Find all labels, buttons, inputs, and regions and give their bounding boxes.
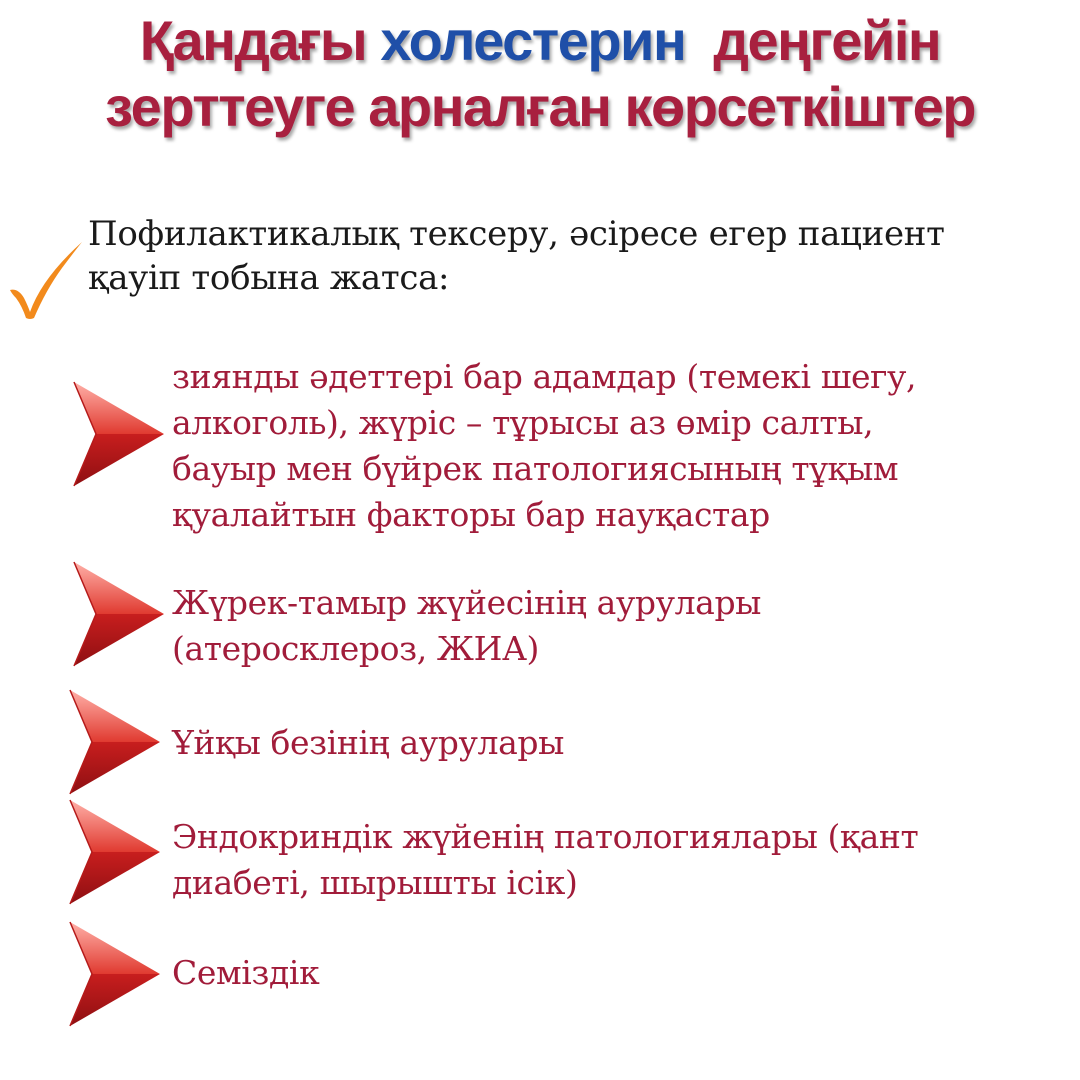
title-line-2: зерттеуге арналған көрсеткіштер: [105, 75, 975, 138]
intro-line: Пофилактикалық тексеру, әсіресе егер пациент: [88, 214, 945, 254]
list-item-line: Семіздік: [172, 953, 320, 992]
title-text: Қандағы: [139, 9, 381, 72]
red-arrow-icon: [66, 558, 166, 670]
red-arrow-icon: [62, 918, 162, 1030]
list-item-text: [172, 814, 1072, 906]
slide-title: [0, 8, 1080, 140]
list-item-text: [172, 720, 1072, 766]
list-item-text: [172, 580, 1072, 672]
red-arrow-icon: [66, 378, 166, 490]
list-item-line: Ұйқы безінің аурулары: [172, 723, 564, 762]
list-item-line: Жүрек-тамыр жүйесінің аурулары: [172, 583, 762, 622]
title-line-1: [0, 8, 1080, 74]
list-item-text: [172, 354, 1072, 538]
list-item-line: бауыр мен бүйрек патологиясының тұқым: [172, 449, 899, 488]
title-text: деңгейін: [685, 9, 941, 72]
red-arrow-icon: [62, 686, 162, 798]
red-arrow-icon: [62, 796, 162, 908]
intro-line: қауіп тобына жатса:: [88, 258, 450, 298]
list-item-line: алкоголь), жүріс – тұрысы аз өмір салты,: [172, 403, 874, 442]
list-item-line: диабеті, шырышты ісік): [172, 863, 578, 902]
intro-text: [88, 212, 1068, 300]
list-item-text: [172, 950, 1072, 996]
title-accent-word: холестерин: [380, 9, 686, 72]
list-item-line: қуалайтын факторы бар науқастар: [172, 495, 770, 534]
check-mark-icon: [4, 232, 86, 322]
list-item-line: Эндокриндік жүйенің патологиялары (қант: [172, 817, 919, 856]
list-item-line: (атеросклероз, ЖИА): [172, 629, 540, 668]
list-item-line: зиянды әдеттері бар адамдар (темекі шегу,: [172, 357, 917, 396]
